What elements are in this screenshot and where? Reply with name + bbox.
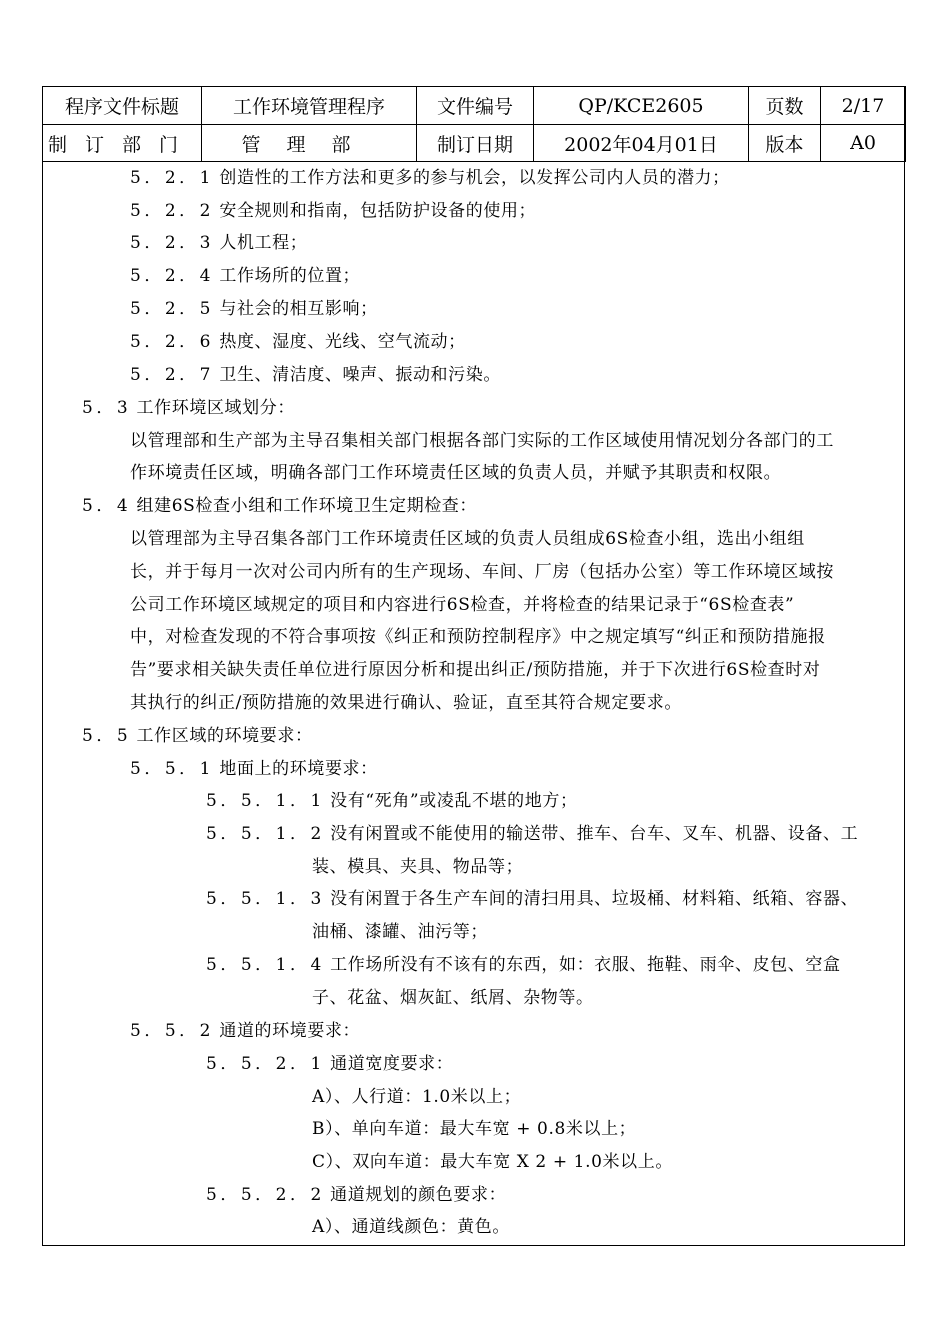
paragraph-line: 公司工作环境区域规定的项目和内容进行6S检查，并将检查的结果记录于“6S检查表” <box>130 595 795 615</box>
dept-label: 制订部门 <box>43 125 202 162</box>
date-label: 制订日期 <box>417 125 534 162</box>
clause-line: 5．5．1．3 没有闲置于各生产车间的清扫用具、垃圾桶、材料箱、纸箱、容器、 <box>206 889 859 909</box>
version-label: 版本 <box>749 125 821 162</box>
clause-line: 5．2．4 工作场所的位置； <box>130 266 361 286</box>
paragraph-line: 以管理部和生产部为主导召集相关部门根据各部门实际的工作区域使用情况划分各部门的工 <box>130 431 834 451</box>
clause-line: 5．5．2 通道的环境要求： <box>130 1021 361 1041</box>
paragraph-line: 其执行的纠正/预防措施的效果进行确认、验证，直至其符合规定要求。 <box>130 693 682 713</box>
clause-line: 5．5．1．2 没有闲置或不能使用的输送带、推车、台车、叉车、机器、设备、工 <box>206 824 859 844</box>
list-item: C）、双向车道：最大车宽 X 2 + 1.0米以上。 <box>312 1152 673 1172</box>
page-number: 2/17 <box>821 87 906 125</box>
clause-continuation: 子、花盆、烟灰缸、纸屑、杂物等。 <box>312 988 594 1008</box>
clause-line: 5．2．5 与社会的相互影响； <box>130 299 378 319</box>
clause-line: 5．2．3 人机工程； <box>130 233 308 253</box>
clause-line: 5．2．1 创造性的工作方法和更多的参与机会，以发挥公司内人员的潜力； <box>130 168 730 188</box>
doc-title: 工作环境管理程序 <box>202 87 417 125</box>
clause-line: 5．2．6 热度、湿度、光线、空气流动； <box>130 332 466 352</box>
clause-line: 5．5．1 地面上的环境要求： <box>130 759 378 779</box>
dept: 管理部 <box>202 125 417 162</box>
clause-line: 5．5．2．2 通道规划的颜色要求： <box>206 1185 507 1205</box>
section-heading: 5．4 组建6S检查小组和工作环境卫生定期检查： <box>82 496 478 516</box>
list-item: B）、单向车道：最大车宽 + 0.8米以上； <box>312 1119 637 1139</box>
doc-no: QP/KCE2605 <box>534 87 749 125</box>
clause-line: 5．2．7 卫生、清洁度、噪声、振动和污染。 <box>130 365 501 385</box>
clause-line: 5．5．1．4 工作场所没有不该有的东西，如：衣服、拖鞋、雨伞、皮包、空盒 <box>206 955 841 975</box>
paragraph-line: 以管理部为主导召集各部门工作环境责任区域的负责人员组成6S检查小组，选出小组组 <box>130 529 805 549</box>
paragraph-line: 长，并于每月一次对公司内所有的生产现场、车间、厂房（包括办公室）等工作环境区域按 <box>130 562 834 582</box>
clause-line: 5．5．1．1 没有“死角”或凌乱不堪的地方； <box>206 791 578 811</box>
document-header-table <box>42 86 906 162</box>
clause-line: 5．5．2．1 通道宽度要求： <box>206 1054 454 1074</box>
clause-continuation: 装、模具、夹具、物品等； <box>312 857 524 877</box>
page-label: 页数 <box>749 87 821 125</box>
date: 2002年04月01日 <box>534 125 749 162</box>
paragraph-line: 作环境责任区域，明确各部门工作环境责任区域的负责人员，并赋予其职责和权限。 <box>130 463 782 483</box>
doc-title-label: 程序文件标题 <box>43 87 202 125</box>
section-heading: 5．5 工作区域的环境要求： <box>82 726 313 746</box>
list-item: A）、人行道：1.0米以上； <box>312 1087 522 1107</box>
clause-line: 5．2．2 安全规则和指南，包括防护设备的使用； <box>130 201 537 221</box>
version: A0 <box>821 125 906 162</box>
paragraph-line: 中，对检查发现的不符合事项按《纠正和预防控制程序》中之规定填写“纠正和预防措施报 <box>130 627 826 647</box>
paragraph-line: 告”要求相关缺失责任单位进行原因分析和提出纠正/预防措施，并于下次进行6S检查时对 <box>130 660 821 680</box>
list-item: A）、通道线颜色：黄色。 <box>312 1217 510 1237</box>
doc-no-label: 文件编号 <box>417 87 534 125</box>
clause-continuation: 油桶、漆罐、油污等； <box>312 922 488 942</box>
section-heading: 5．3 工作环境区域划分： <box>82 398 295 418</box>
